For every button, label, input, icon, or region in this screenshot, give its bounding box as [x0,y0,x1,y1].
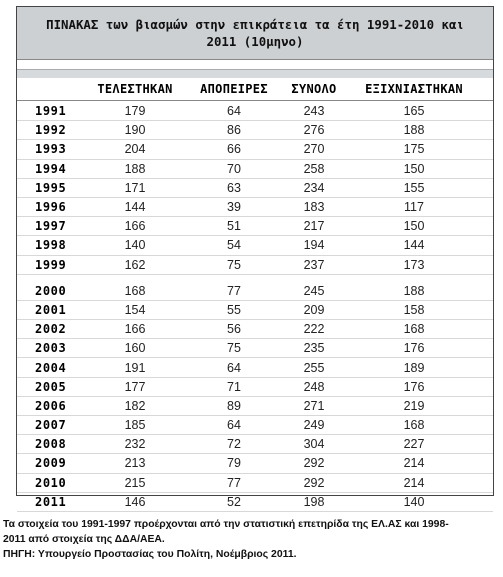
cell-completed: 160 [124,341,146,356]
cell-year: 2000 [35,283,67,298]
cell-attempts: 71 [227,379,241,394]
cell-attempts: 52 [227,494,241,509]
cell-attempts: 64 [227,104,241,119]
cell-completed: 215 [124,475,146,490]
cell-solved: 144 [403,238,425,253]
table-title [17,7,493,60]
cell-attempts: 72 [227,437,241,452]
cell-total: 235 [303,341,325,356]
table-row [17,378,493,397]
spacer [17,60,493,69]
cell-attempts: 55 [227,302,241,317]
cell-attempts: 75 [227,257,241,272]
cell-solved: 173 [403,257,425,272]
cell-solved: 176 [403,341,425,356]
cell-attempts: 64 [227,418,241,433]
cell-total: 222 [303,322,325,337]
cell-solved: 189 [403,360,425,375]
cell-completed: 179 [124,104,146,119]
cell-attempts: 86 [227,123,241,138]
cell-completed: 177 [124,379,146,394]
cell-year: 1991 [35,104,67,119]
cell-year: 1993 [35,142,67,157]
cell-total: 183 [303,200,325,215]
cell-attempts: 70 [227,161,241,176]
cell-total: 217 [303,219,325,234]
cell-completed: 146 [124,494,146,509]
cell-year: 2005 [35,379,67,394]
cell-solved: 168 [403,322,425,337]
cell-year: 1996 [35,200,67,215]
cell-total: 248 [303,379,325,394]
cell-attempts: 51 [227,219,241,234]
cell-attempts: 66 [227,142,241,157]
table-row [17,121,493,140]
column-headers [17,78,493,101]
header-solved: ΕΞΙΧΝΙΑΣΤΗΚΑΝ [365,82,463,96]
table-row [17,198,493,217]
cell-total: 194 [303,238,325,253]
table-title-line-1: ΠΙΝΑΚΑΣ των βιασμών στην επικράτεια τα έτη 1991-2010 και [46,17,464,32]
cell-year: 2006 [35,398,67,413]
table-row [17,358,493,377]
cell-attempts: 79 [227,456,241,471]
cell-completed: 168 [124,283,146,298]
cell-attempts: 63 [227,180,241,195]
cell-total: 249 [303,418,325,433]
cell-total: 237 [303,257,325,272]
cell-solved: 219 [403,398,425,413]
cell-attempts: 77 [227,283,241,298]
cell-completed: 190 [124,123,146,138]
table-row [17,339,493,358]
footnote-line-2: 2011 από στοιχεία της ΔΔΑ/ΑΕΑ. [3,534,165,545]
cell-solved: 140 [403,494,425,509]
cell-completed: 144 [124,200,146,215]
cell-year: 2008 [35,437,67,452]
cell-total: 209 [303,302,325,317]
cell-total: 245 [303,283,325,298]
footnote-line-1: Τα στοιχεία του 1991-1997 προέρχονται από την στατιστική επετηρίδα της ΕΛ.ΑΣ και 1998- [3,519,449,530]
cell-completed: 162 [124,257,146,272]
cell-attempts: 75 [227,341,241,356]
cell-year: 1994 [35,161,67,176]
table-row [17,397,493,416]
cell-solved: 175 [403,142,425,157]
cell-solved: 214 [403,456,425,471]
header-total: ΣΥΝΟΛΟ [291,82,337,96]
cell-completed: 140 [124,238,146,253]
table-row [17,474,493,493]
cell-solved: 150 [403,219,425,234]
cell-year: 2004 [35,360,67,375]
cell-total: 258 [303,161,325,176]
cell-year: 2007 [35,418,67,433]
cell-completed: 232 [124,437,146,452]
table-row [17,236,493,255]
cell-total: 243 [303,104,325,119]
cell-total: 271 [303,398,325,413]
header-completed: ΤΕΛΕΣΤΗΚΑΝ [97,82,173,96]
header-attempts: ΑΠΟΠΕΙΡΕΣ [200,82,268,96]
cell-solved: 117 [404,200,424,215]
cell-attempts: 39 [227,200,241,215]
table-row [17,416,493,435]
cell-year: 1999 [35,257,67,272]
table-row [17,256,493,275]
cell-attempts: 77 [227,475,241,490]
cell-solved: 188 [403,283,425,298]
cell-completed: 188 [124,161,146,176]
cell-solved: 176 [403,379,425,394]
table-body [17,101,493,512]
cell-completed: 166 [124,219,146,234]
cell-solved: 150 [403,161,425,176]
table-row [17,160,493,179]
cell-solved: 227 [403,437,425,452]
cell-year: 2002 [35,322,67,337]
cell-year: 1992 [35,123,67,138]
cell-solved: 188 [403,123,425,138]
cell-year: 1997 [35,219,67,234]
cell-year: 1995 [35,180,67,195]
cell-completed: 204 [124,142,146,157]
cell-year: 1998 [35,238,67,253]
cell-attempts: 56 [227,322,241,337]
cell-completed: 166 [124,322,146,337]
cell-solved: 168 [403,418,425,433]
table-row [17,217,493,236]
cell-solved: 158 [403,302,425,317]
cell-year: 2003 [35,341,67,356]
table-row [17,102,493,121]
header-band [17,69,493,78]
footnotes [3,517,501,562]
table-row [17,454,493,473]
cell-completed: 171 [124,180,146,195]
cell-completed: 191 [124,360,146,375]
cell-year: 2009 [35,456,67,471]
cell-total: 304 [303,437,325,452]
cell-solved: 165 [403,104,425,119]
table-row [17,435,493,454]
table-row [17,282,493,301]
table-row [17,493,493,512]
source-note: ΠΗΓΗ: Υπουργείο Προστασίας του Πολίτη, Νοέμβριος 2011. [3,549,297,560]
table-row [17,140,493,159]
cell-year: 2010 [35,475,67,490]
table-row [17,320,493,339]
cell-solved: 214 [403,475,425,490]
cell-total: 198 [303,494,325,509]
cell-total: 234 [303,180,325,195]
cell-attempts: 54 [227,238,241,253]
statistics-table [16,6,494,509]
cell-total: 255 [303,360,325,375]
cell-attempts: 64 [227,360,241,375]
cell-total: 276 [303,123,325,138]
cell-completed: 185 [124,418,146,433]
cell-total: 292 [303,456,325,471]
table-title-line-2: 2011 (10μηνο) [206,34,304,49]
cell-completed: 213 [124,456,146,471]
table-row [17,179,493,198]
cell-total: 292 [303,475,325,490]
cell-attempts: 89 [227,398,241,413]
cell-solved: 155 [403,180,425,195]
cell-year: 2011 [35,494,67,509]
table-row [17,301,493,320]
cell-year: 2001 [35,302,67,317]
cell-completed: 182 [124,398,146,413]
cell-completed: 154 [124,302,146,317]
cell-total: 270 [303,142,325,157]
